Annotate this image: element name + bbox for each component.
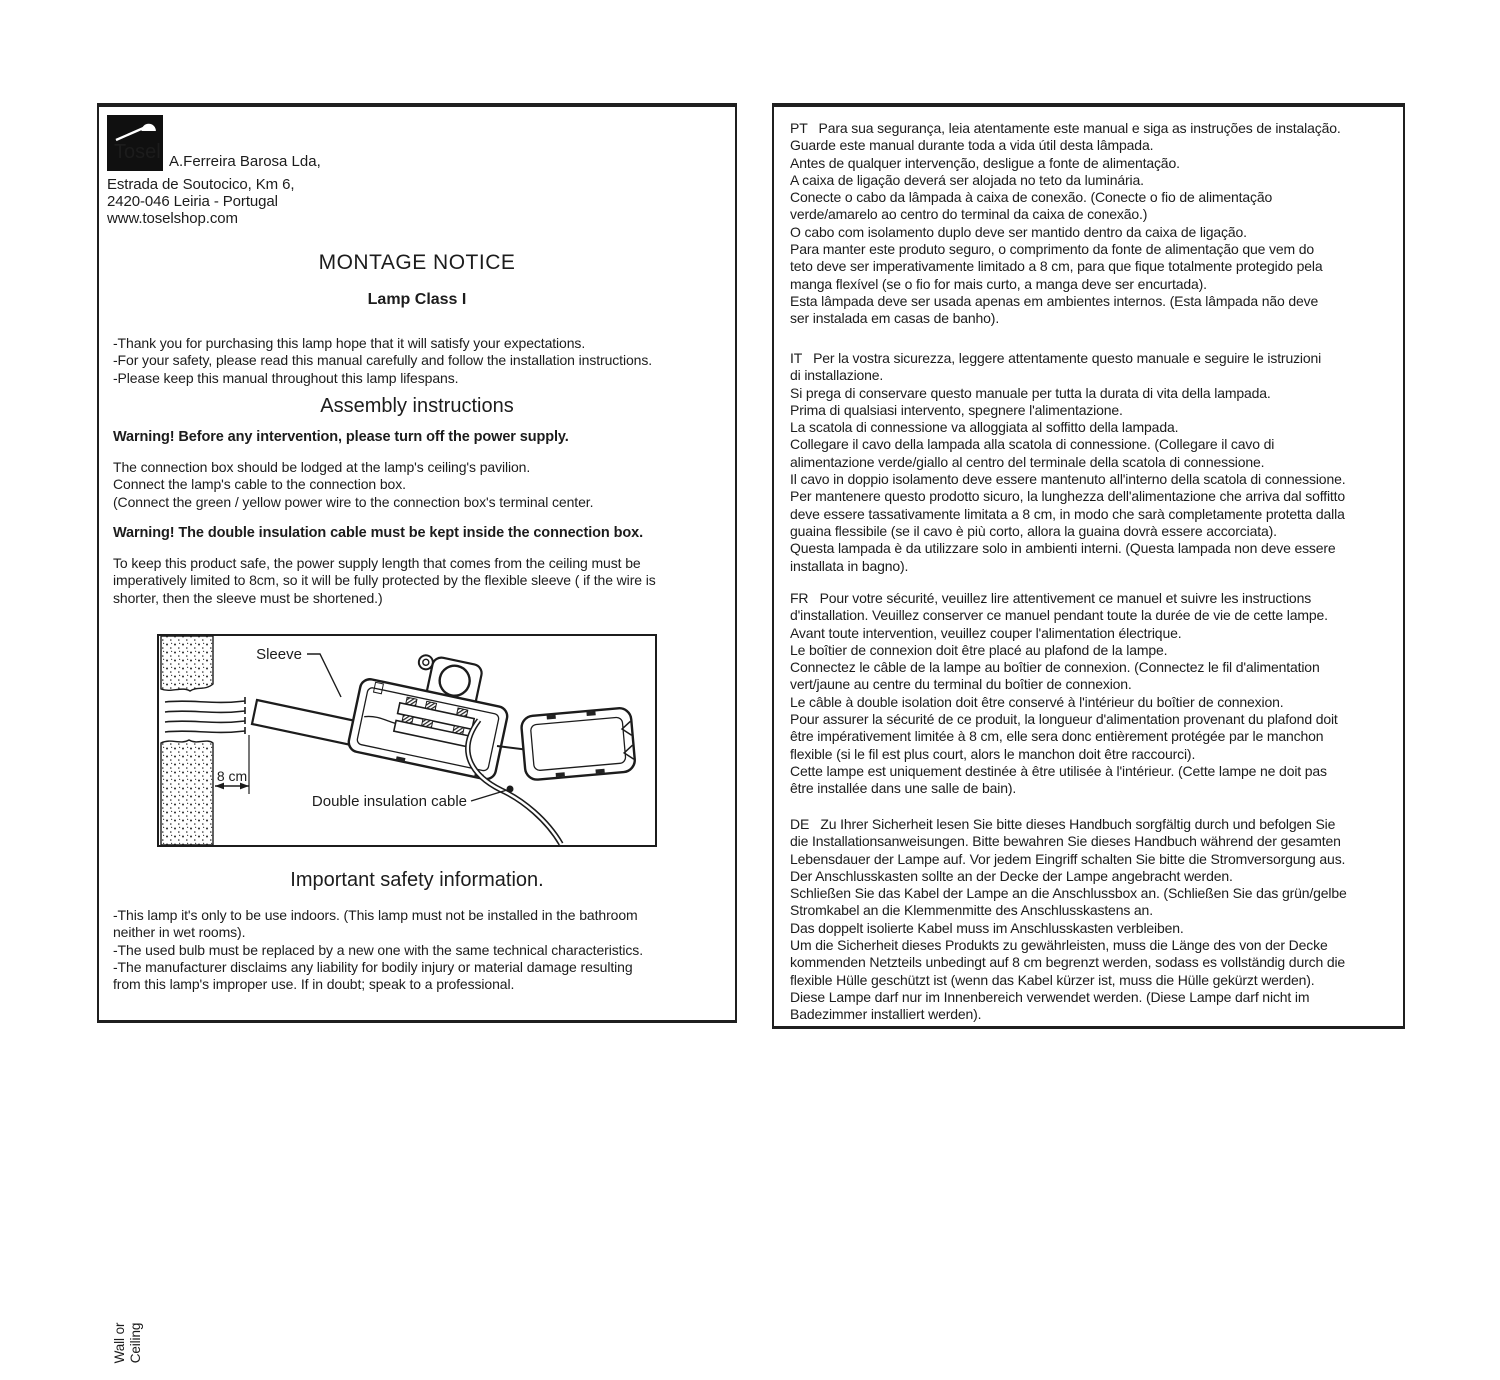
text-line: Avant toute intervention, veuillez couper l'alimentation électrique. [790,624,1182,641]
text-line: The connection box should be lodged at the lamp's ceiling's pavilion. [113,459,531,475]
text-line: Pour assurer la sécurité de ce produit, la longueur d'alimentation provenant du plafond doit [790,711,1338,728]
ceiling-cover [521,707,636,780]
text-line: La scatola di connessione va alloggiata al soffitto della lampada. [790,419,1179,436]
text-line: -Thank you for purchasing this lamp hope that it will satisfy your expectations. [113,335,586,351]
text-line: IT Per la vostra sicurezza, leggere attentamente questo manuale e seguire le istruzioni [790,350,1322,366]
lang-section-fr [790,590,1390,798]
text-line: -The used bulb must be replaced by a new one with the same technical characteristics. [113,941,644,958]
text-line: Cette lampe est uniquement destinée à être utilisée à l'intérieur. (Cette lampe ne doit pas [790,762,1327,779]
sleeve-label: Sleeve [256,646,302,663]
length-paragraph [113,555,656,607]
cable-label: Double insulation cable [311,793,467,810]
wall-label-line: Wall or [112,1322,127,1364]
text-line: Connect the lamp's cable to the connection box. [113,476,406,493]
lang-section-de [790,816,1390,1024]
address-line: www.toselshop.com [107,209,238,227]
lang-section-pt [790,120,1390,328]
tosel-logo-icon [107,115,163,171]
text-line: DE Zu Ihrer Sicherheit lesen Sie bitte dieses Handbuch sorgfältig durch und befolgen Sie [790,816,1336,832]
text-line: O cabo com isolamento duplo deve ser mantido dentro da caixa de ligação. [790,223,1247,240]
text-line: Badezimmer installiert werden). [790,1006,982,1023]
intro-paragraph [113,335,652,387]
safety-heading: Important safety information. [290,869,544,891]
text-line: PT Para sua segurança, leia atentamente este manual e siga as instruções de instalação. [790,120,1341,136]
text-line: alimentazione verde/giallo al centro del terminale della scatola di connessione. [790,453,1265,470]
text-line: Conecte o cabo da lâmpada à caixa de conexão. (Conecte o fio de alimentação [790,189,1273,206]
text-line: Per mantenere questo prodotto sicuro, la lunghezza dell'alimentazione che arriva dal soffitto [790,488,1346,505]
page-title: MONTAGE NOTICE [318,251,516,274]
lang-section-it [790,350,1390,575]
text-line: Prima di qualsiasi intervento, spegnere l'alimentazione. [790,401,1123,418]
text-line: Der Anschlusskasten sollte an der Decke der Lampe angebracht werden. [790,867,1233,884]
text-line: (Connect the green / yellow power wire to the connection box's terminal center. [113,493,594,510]
text-line: neither in wet rooms). [113,924,246,941]
text-line: d'installation. Veuillez conserver ce manuel pendant toute la durée de vie de cette lampe. [790,607,1328,624]
address-line: 2420-046 Leiria - Portugal [107,192,278,210]
wall-hatch-bottom [161,740,213,845]
wall-label-line: Ceiling [128,1322,143,1364]
text-line: être installée dans une salle de bain). [790,780,1017,797]
text-line: -Please keep this manual throughout this lamp lifespans. [113,369,459,386]
text-line: kommenden Netzteils unbedingt auf 8 cm begrenzt werden, sodass es vollständig durch die [790,954,1346,971]
text-line: die Installationsanweisungen. Bitte bewahren Sie dieses Handbuch während der gesamten [790,833,1341,850]
text-line: verde/amarelo ao centro do terminal da caixa de conexão.) [790,206,1148,223]
text-line: Collegare il cavo della lampada alla scatola di connessione. (Collegare il cavo di [790,436,1275,453]
text-line: flexible Hülle geschützt ist (wenn das Kabel kürzer ist, muss die Hülle gekürzt werden). [790,971,1315,988]
company-name: A.Ferreira Barosa Lda, [169,153,321,170]
wall-ceiling-label [112,1306,148,1380]
text-line: imperatively limited to 8cm, so it will be fully protected by the flexible sleeve ( if the wire is [113,572,656,589]
text-line: Lebensdauer der Lampe auf. Vor jedem Eingriff schalten Sie bitte die Stromversorgung aus. [790,850,1346,867]
text-line: deve essere tassativamente limitata a 8 cm, in modo che sarà completamente protetta dalla [790,505,1345,522]
text-line: ser instalada em casas de banho). [790,310,1000,327]
right-page [772,103,1405,1029]
address-line: Estrada de Soutocico, Km 6, [107,176,295,193]
text-line: -For your safety, please read this manual carefully and follow the installation instructions. [113,352,653,369]
page-subtitle: Lamp Class I [367,291,467,308]
cable-leader-dot [507,786,514,793]
text-line: être impérativement limitée à 8 cm, elle sera donc entièrement protégée par le manchon [790,728,1324,745]
warning-insulation-cable: Warning! The double insulation cable must be kept inside the connection box. [113,525,644,541]
company-address [107,177,294,227]
text-line: Para manter este produto seguro, o comprimento da fonte de alimentação que vem do [790,241,1315,258]
warning-power-supply: Warning! Before any intervention, please turn off the power supply. [113,429,569,445]
text-line: di installazione. [790,367,884,384]
text-line: Um die Sicherheit dieses Produkts zu gewährleisten, muss die Länge des von der Decke [790,937,1328,954]
text-line: teto deve ser imperativamente limitado a 8 cm, para que fique totalmente protegido pela [790,258,1323,275]
text-line: -The manufacturer disclaims any liability for bodily injury or material damage resulting [113,958,633,975]
text-line: -This lamp it's only to be use indoors. (This lamp must not be installed in the bathroom [113,907,638,923]
text-line: Guarde este manual durante toda a vida útil desta lâmpada. [790,137,1154,154]
text-line: Esta lâmpada deve ser usada apenas em ambientes internos. (Esta lâmpada não deve [790,292,1319,309]
left-page [97,103,737,1364]
text-line: Le câble à double isolation doit être conservé à l'intérieur du boîtier de connexion. [790,693,1284,710]
text-line: vert/jaune au centre du terminal du boîtier de connexion. [790,676,1132,693]
connection-paragraph [113,459,593,511]
text-line: Das doppelt isolierte Kabel muss im Anschlusskasten verbleiben. [790,919,1184,936]
text-line: guaina flessibile (se il cavo è più corto, allora la guaina dovrà essere accorciata). [790,522,1277,539]
text-line: A caixa de ligação deverá ser alojada no teto da luminária. [790,171,1144,188]
assembly-heading: Assembly instructions [320,395,514,417]
text-line: To keep this product safe, the power supply length that comes from the ceiling must be [113,555,641,571]
text-line: installata in bagno). [790,557,909,574]
text-line: Le boîtier de connexion doit être placé au plafond de la lampe. [790,641,1168,658]
text-line: Il cavo in doppio isolamento deve essere mantenuto all'interno della scatola di connessione. [790,471,1346,488]
text-line: shorter, then the sleeve must be shortened.) [113,589,383,606]
text-line: flexible (si le fil est plus court, alors le manchon doit être raccourci). [790,745,1196,762]
text-line: Si prega di conservare questo manuale per tutta la durata di vita della lampada. [790,384,1271,401]
text-line: Connectez le câble de la lampe au boîtier de connexion. (Connectez le fil d'alimentation [790,659,1320,676]
logo-text: Tosel [114,141,161,163]
text-line: Stromkabel an die Klemmenmitte des Anschlusskastens an. [790,902,1153,919]
text-line: Antes de qualquer intervenção, desligue a fonte de alimentação. [790,154,1180,171]
text-line: from this lamp's improper use. If in doubt; speak to a professional. [113,976,515,993]
dimension-label: 8 cm [216,768,248,784]
safety-paragraph [113,907,643,993]
text-line: Schließen Sie das Kabel der Lampe an die Anschlussbox an. (Schließen Sie das grün/gelbe [790,885,1347,902]
assembly-diagram [157,634,657,847]
text-line: FR Pour votre sécurité, veuillez lire attentivement ce manuel et suivre les instructions [790,590,1312,606]
text-line: Questa lampada è da utilizzare solo in ambienti interni. (Questa lampada non deve essere [790,540,1336,557]
text-line: Diese Lampe darf nur im Innenbereich verwendet werden. (Diese Lampe darf nicht im [790,988,1310,1005]
wall-hatch-top [161,636,213,691]
text-line: manga flexível (se o fio for mais curto, a manga deve ser encurtada). [790,275,1207,292]
